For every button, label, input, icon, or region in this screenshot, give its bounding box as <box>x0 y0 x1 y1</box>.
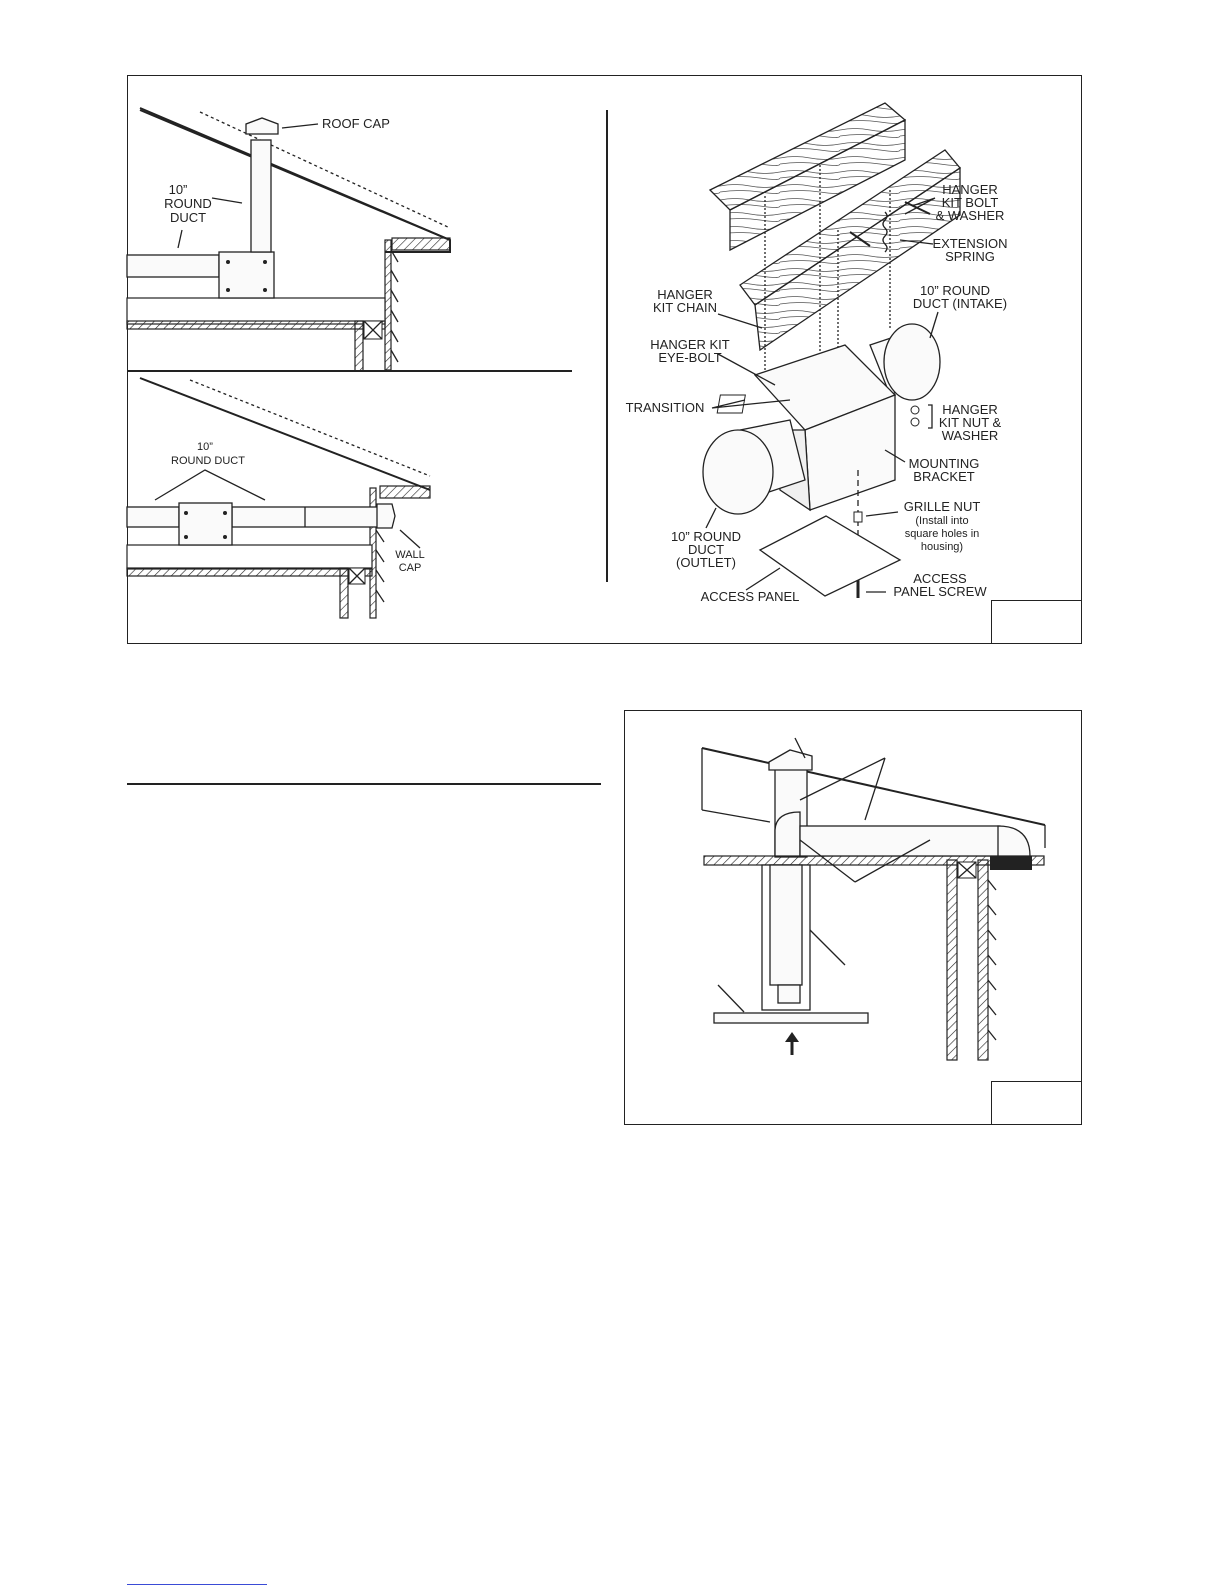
roof-duct-label-2: ROUND <box>164 196 212 211</box>
grille-nut-label-1: GRILLE NUT <box>903 499 981 514</box>
outlet-label-2: DUCT <box>687 542 725 557</box>
roof-duct-label-1: 10” <box>168 182 188 197</box>
bolt-label-2: KIT BOLT <box>941 195 999 210</box>
bolt-label-1: HANGER <box>942 182 998 197</box>
chain-label-1: HANGER <box>657 287 713 302</box>
nut-label-2: KIT NUT & <box>938 415 1002 430</box>
grille-nut-label-3: square holes in <box>904 528 980 540</box>
panel-screw-label-1: ACCESS <box>913 571 967 586</box>
spring-label-2: SPRING <box>945 249 995 264</box>
nut-label-1: HANGER <box>942 402 998 417</box>
grille-nut-label-2: (Install into <box>915 515 969 527</box>
wall-duct-label-1: 10” <box>197 441 213 453</box>
nut-label-3: WASHER <box>941 428 999 443</box>
bottom-figure-number-box <box>991 1081 1081 1124</box>
chain-label-2: KIT CHAIN <box>652 300 718 315</box>
wall-cap-label-2: CAP <box>398 562 422 574</box>
roof-duct-label-3: DUCT <box>169 210 207 225</box>
transition-label: TRANSITION <box>625 400 705 415</box>
access-panel-label: ACCESS PANEL <box>700 589 800 604</box>
bracket-label-2: BRACKET <box>913 469 975 484</box>
eyebolt-label-1: HANGER KIT <box>650 337 730 352</box>
roof-cap-label: ROOF CAP <box>322 116 390 131</box>
spring-label-1: EXTENSION <box>932 236 1008 251</box>
outlet-label-3: (OUTLET) <box>676 555 736 570</box>
bolt-label-3: & WASHER <box>935 208 1005 223</box>
grille-nut-label-4: housing) <box>920 541 964 553</box>
wall-cap-label-1: WALL <box>395 549 425 561</box>
wall-duct-label-2: ROUND DUCT <box>171 455 245 467</box>
intake-label-1: 10” ROUND <box>919 283 991 298</box>
eyebolt-label-2: EYE-BOLT <box>658 350 722 365</box>
outlet-label-1: 10” ROUND <box>670 529 742 544</box>
bracket-label-1: MOUNTING <box>908 456 980 471</box>
intake-label-2: DUCT (INTAKE) <box>912 296 1008 311</box>
panel-screw-label-2: PANEL SCREW <box>893 584 987 599</box>
